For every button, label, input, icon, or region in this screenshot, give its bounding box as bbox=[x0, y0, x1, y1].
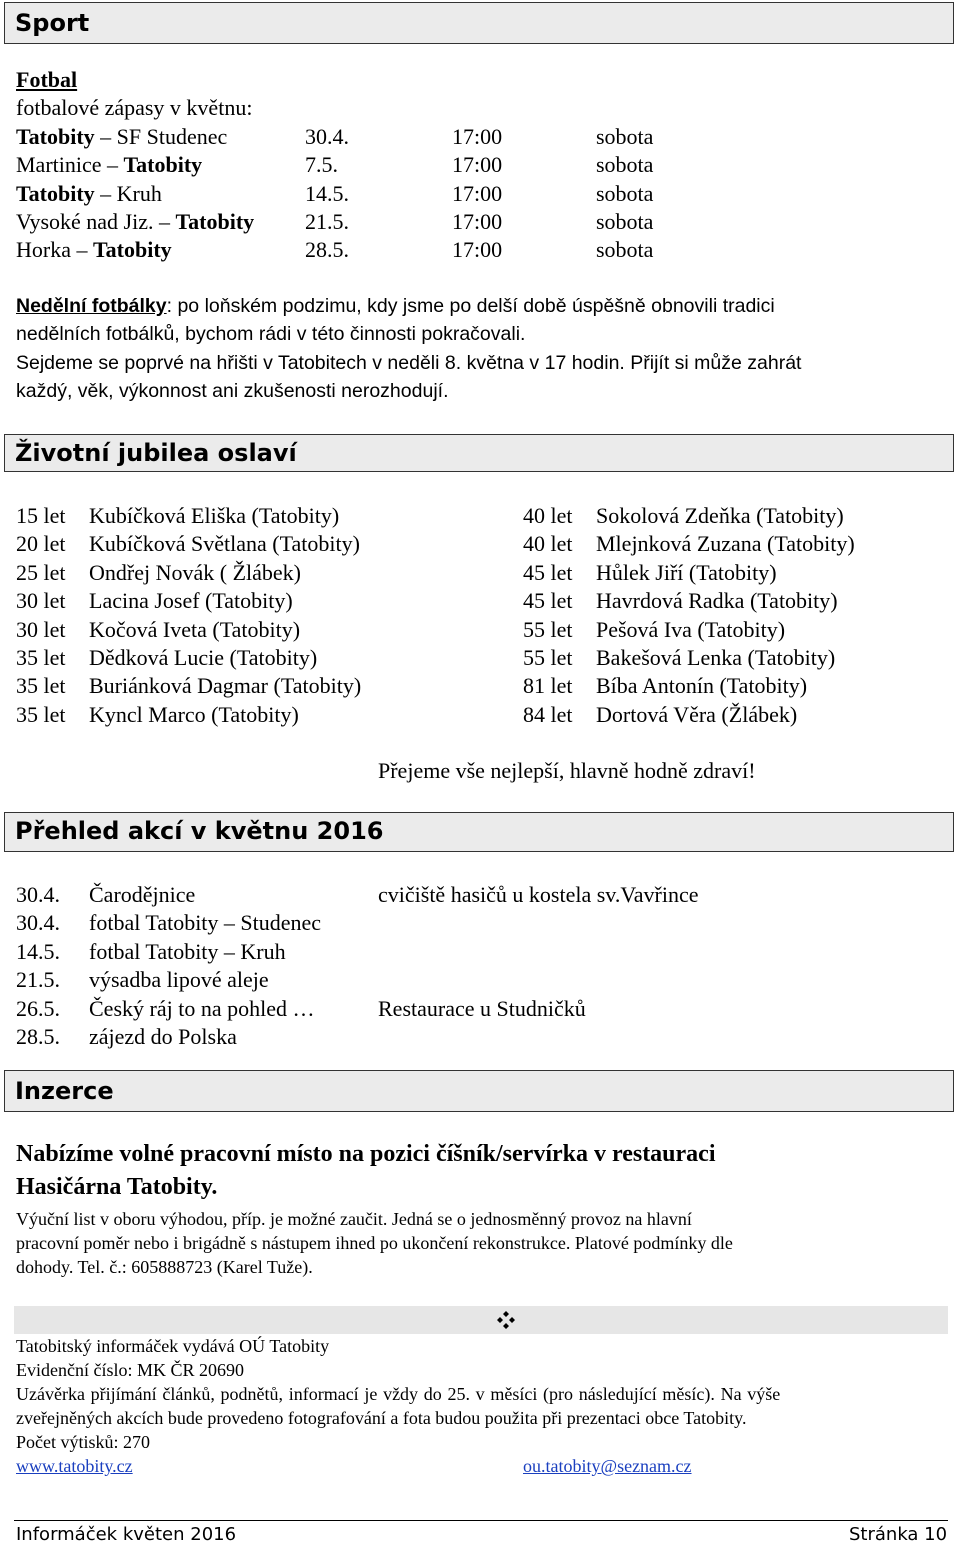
jubilee-age: 81 let bbox=[523, 673, 573, 699]
team-separator: – bbox=[94, 123, 117, 149]
email-link[interactable]: ou.tatobity@seznam.cz bbox=[523, 1456, 692, 1476]
event-name: fotbal Tatobity – Studenec bbox=[89, 910, 322, 936]
jubilee-age: 25 let bbox=[16, 559, 66, 585]
home-team: Tatobity bbox=[16, 180, 95, 206]
job-ad-body: Výuční list v oboru výhodou, příp. je možné zaučit. Jedná se o jednosměnný provoz na hlavní bbox=[16, 1209, 692, 1229]
job-ad-headline: Hasičárna Tatobity. bbox=[16, 1174, 218, 1200]
team-separator: – bbox=[153, 208, 176, 234]
match-teams bbox=[16, 208, 254, 236]
match-time: 17:00 bbox=[452, 208, 503, 234]
match-teams bbox=[16, 123, 227, 151]
match-teams bbox=[16, 180, 162, 208]
event-row bbox=[16, 909, 946, 937]
section-header-jubilea bbox=[4, 434, 954, 472]
match-row bbox=[16, 208, 946, 236]
jubilee-age: 45 let bbox=[523, 588, 573, 614]
section-header-sport bbox=[4, 2, 954, 44]
section-title: Inzerce bbox=[15, 1077, 114, 1105]
away-team: SF Studenec bbox=[116, 123, 228, 149]
jubilee-age: 45 let bbox=[523, 559, 573, 585]
match-row bbox=[16, 180, 946, 208]
job-ad bbox=[16, 1138, 946, 1279]
match-date: 21.5. bbox=[305, 208, 349, 234]
sunday-text-line: Sejdeme se poprvé na hřišti v Tatobitech v neděli 8. května v 17 hodin. Přijít si může zahrát bbox=[16, 351, 802, 374]
jubilee-name: Lacina Josef (Tatobity) bbox=[89, 588, 293, 614]
jubilee-row bbox=[523, 701, 943, 729]
jubilee-name: Bíba Antonín (Tatobity) bbox=[596, 673, 808, 699]
sunday-text-line: nedělních fotbálků, bychom rádi v této činnosti pokračovali. bbox=[16, 323, 526, 346]
jubilee-age: 35 let bbox=[16, 644, 66, 670]
section-title: Životní jubilea oslaví bbox=[15, 439, 297, 467]
jubilee-age: 35 let bbox=[16, 701, 66, 727]
jubilee-age: 40 let bbox=[523, 503, 573, 528]
jubilee-name: Sokolová Zdeňka (Tatobity) bbox=[596, 503, 844, 528]
jubilee-row bbox=[16, 502, 496, 530]
jubilee-row bbox=[523, 616, 943, 644]
sunday-text-line: : po loňském podzimu, kdy jsme po delší době úspěšně obnovili tradici bbox=[166, 295, 775, 317]
event-date: 28.5. bbox=[16, 1023, 60, 1049]
football-block bbox=[16, 66, 946, 265]
sunday-text-line: každý, věk, výkonnost ani zkušenosti nerozhodují. bbox=[16, 380, 449, 403]
section-header-inzerce bbox=[4, 1070, 954, 1112]
jubilee-age: 55 let bbox=[523, 644, 573, 670]
match-list bbox=[16, 123, 946, 265]
section-header-events bbox=[4, 812, 954, 852]
team-separator: – bbox=[101, 152, 124, 178]
event-row bbox=[16, 995, 946, 1023]
imprint-line: Uzávěrka přijímání článků, podnětů, informací je vždy do 25. v měsíci (pro následující měsíc). Na výše bbox=[16, 1384, 781, 1404]
jubilee-row bbox=[16, 559, 496, 587]
jubilee-row bbox=[523, 502, 943, 530]
jubilee-name: Kubíčková Světlana (Tatobity) bbox=[89, 531, 360, 557]
match-time: 17:00 bbox=[452, 180, 503, 206]
match-time: 17:00 bbox=[452, 123, 503, 149]
jubilee-age: 40 let bbox=[523, 531, 573, 557]
football-title: Fotbal bbox=[16, 67, 78, 92]
jubilee-row bbox=[16, 672, 496, 700]
jubilee-age: 15 let bbox=[16, 503, 66, 528]
event-name: Čarodějnice bbox=[89, 882, 196, 907]
jubilee-row bbox=[523, 672, 943, 700]
jubilee-name: Pešová Iva (Tatobity) bbox=[596, 616, 786, 642]
jubilee-name: Ondřej Novák ( Žlábek) bbox=[89, 559, 301, 585]
jubilee-name: Havrdová Radka (Tatobity) bbox=[596, 588, 838, 614]
home-team: Tatobity bbox=[16, 123, 95, 149]
home-team: Vysoké nad Jiz. bbox=[16, 208, 154, 234]
imprint bbox=[16, 1334, 946, 1478]
sunday-football-paragraph bbox=[16, 292, 946, 406]
match-date: 7.5. bbox=[305, 152, 338, 178]
jubilee-row bbox=[523, 559, 943, 587]
event-row bbox=[16, 1023, 946, 1051]
away-team: Tatobity bbox=[175, 208, 255, 234]
job-ad-body: pracovní poměr nebo i brigádně s nástupem ihned po ukončení rekonstrukce. Platové podmínky dle bbox=[16, 1233, 733, 1253]
jubilee-name: Bakešová Lenka (Tatobity) bbox=[596, 644, 836, 670]
jubilee-age: 20 let bbox=[16, 531, 66, 557]
jubilee-name: Dortová Věra (Žlábek) bbox=[596, 701, 798, 727]
event-date: 30.4. bbox=[16, 910, 60, 936]
jubilee-age: 30 let bbox=[16, 588, 66, 614]
match-teams bbox=[16, 236, 172, 264]
match-teams bbox=[16, 151, 202, 179]
away-team: Tatobity bbox=[92, 237, 172, 263]
away-team: Kruh bbox=[116, 180, 162, 206]
match-row bbox=[16, 151, 946, 179]
football-intro: fotbalové zápasy v květnu: bbox=[16, 95, 253, 121]
event-name: fotbal Tatobity – Kruh bbox=[89, 938, 286, 964]
match-day: sobota bbox=[596, 180, 654, 206]
event-list bbox=[16, 881, 946, 1051]
jubilee-row bbox=[523, 530, 943, 558]
event-name: zájezd do Polska bbox=[89, 1023, 237, 1049]
imprint-line: zveřejněných akcích bude provedeno fotografování a fota budou použita při prezentaci obce Tatobity. bbox=[16, 1408, 747, 1428]
section-title: Sport bbox=[15, 9, 90, 37]
event-row bbox=[16, 966, 946, 994]
footer-left: Informáček květen 2016 bbox=[16, 1524, 237, 1545]
match-day: sobota bbox=[596, 152, 654, 178]
match-date: 30.4. bbox=[305, 123, 349, 149]
job-ad-body: dohody. Tel. č.: 605888723 (Karel Tuže). bbox=[16, 1257, 313, 1277]
footer-page-number: Stránka 10 bbox=[849, 1524, 948, 1545]
event-place: cvičiště hasičů u kostela sv.Vavřince bbox=[378, 882, 699, 907]
sunday-football-title: Nedělní fotbálky bbox=[16, 295, 167, 317]
jubilee-row bbox=[16, 530, 496, 558]
jubilee-name: Kubíčková Eliška (Tatobity) bbox=[89, 503, 340, 528]
event-row bbox=[16, 881, 946, 909]
jubilee-name: Kočová Iveta (Tatobity) bbox=[89, 616, 301, 642]
event-date: 21.5. bbox=[16, 967, 60, 993]
jubilee-wish: Přejeme vše nejlepší, hlavně hodně zdraví! bbox=[378, 758, 756, 783]
jubilee-age: 84 let bbox=[523, 701, 573, 727]
jubilee-age: 35 let bbox=[16, 673, 66, 699]
jubilee-list-left bbox=[16, 502, 496, 729]
event-date: 30.4. bbox=[16, 882, 60, 907]
four-diamond-ornament-icon bbox=[496, 1310, 516, 1330]
jubilee-row bbox=[16, 587, 496, 615]
match-day: sobota bbox=[596, 123, 654, 149]
team-separator: – bbox=[94, 180, 117, 206]
jubilee-row bbox=[16, 644, 496, 672]
web-link[interactable]: www.tatobity.cz bbox=[16, 1456, 133, 1476]
jubilee-name: Dědková Lucie (Tatobity) bbox=[89, 644, 318, 670]
match-date: 28.5. bbox=[305, 237, 349, 263]
event-name: Český ráj to na pohled … bbox=[89, 995, 315, 1021]
match-day: sobota bbox=[596, 208, 654, 234]
footer-divider bbox=[14, 1520, 948, 1521]
event-date: 14.5. bbox=[16, 938, 60, 964]
job-ad-headline: Nabízíme volné pracovní místo na pozici číšník/servírka v restauraci bbox=[16, 1141, 716, 1167]
match-time: 17:00 bbox=[452, 237, 503, 263]
event-name: výsadba lipové aleje bbox=[89, 967, 269, 993]
match-time: 17:00 bbox=[452, 152, 503, 178]
match-day: sobota bbox=[596, 237, 654, 263]
imprint-line: Počet výtisků: 270 bbox=[16, 1432, 150, 1452]
away-team: Tatobity bbox=[123, 152, 203, 178]
jubilee-name: Buriánková Dagmar (Tatobity) bbox=[89, 673, 362, 699]
jubilee-row bbox=[523, 644, 943, 672]
imprint-line: Tatobitský informáček vydává OÚ Tatobity bbox=[16, 1336, 330, 1356]
team-separator: – bbox=[70, 237, 93, 263]
section-title: Přehled akcí v květnu 2016 bbox=[15, 817, 384, 845]
event-date: 26.5. bbox=[16, 995, 60, 1021]
imprint-line: Evidenční číslo: MK ČR 20690 bbox=[16, 1360, 244, 1380]
event-place: Restaurace u Studničků bbox=[378, 995, 586, 1021]
match-row bbox=[16, 123, 946, 151]
jubilee-age: 30 let bbox=[16, 616, 66, 642]
home-team: Martinice bbox=[16, 152, 102, 178]
jubilee-row bbox=[16, 701, 496, 729]
home-team: Horka bbox=[16, 237, 71, 263]
jubilee-row bbox=[16, 616, 496, 644]
event-row bbox=[16, 938, 946, 966]
match-date: 14.5. bbox=[305, 180, 349, 206]
match-row bbox=[16, 236, 946, 264]
jubilee-name: Kyncl Marco (Tatobity) bbox=[89, 701, 299, 727]
jubilee-row bbox=[523, 587, 943, 615]
jubilee-list-right bbox=[523, 502, 943, 729]
ornament-bar bbox=[14, 1306, 948, 1334]
jubilee-name: Hůlek Jiří (Tatobity) bbox=[596, 559, 777, 585]
jubilee-name: Mlejnková Zuzana (Tatobity) bbox=[596, 531, 855, 557]
jubilee-age: 55 let bbox=[523, 616, 573, 642]
